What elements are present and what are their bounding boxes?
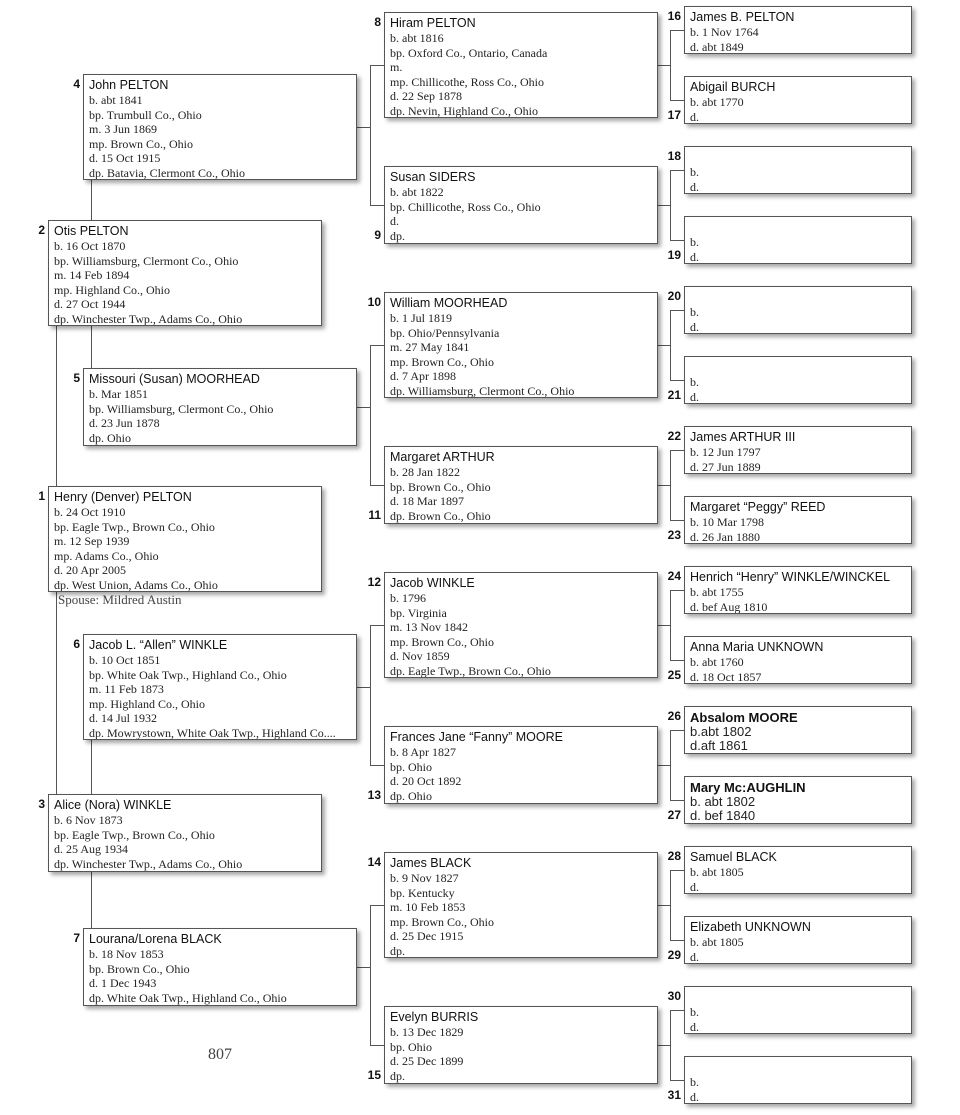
person-detail: dp. West Union, Adams Co., Ohio: [54, 577, 218, 592]
person-detail: b. 18 Nov 1853: [89, 947, 164, 961]
connector-line: [670, 800, 684, 801]
connector-line: [670, 30, 684, 31]
connector-line: [658, 625, 670, 626]
person-number: 22: [667, 429, 681, 443]
person-detail: b. 9 Nov 1827: [390, 871, 459, 885]
person-detail: mp. Brown Co., Ohio: [390, 634, 495, 649]
person-detail: mp. Chillicothe, Ross Co., Ohio: [390, 74, 545, 89]
connector-line: [670, 450, 684, 451]
person-detail: dp. Eagle Twp., Brown Co., Ohio: [390, 663, 551, 678]
person-detail: d. 15 Oct 1915: [89, 151, 161, 165]
person-number: 19: [667, 248, 681, 262]
person-name: Margaret “Peggy” REED: [690, 500, 826, 514]
person-name: Absalom MOORE: [690, 710, 798, 725]
person-detail: bp. Eagle Twp., Brown Co., Ohio: [54, 827, 215, 842]
person-name: [690, 1060, 907, 1075]
person-detail: mp. Highland Co., Ohio: [54, 282, 170, 297]
person-detail: b. abt 1805: [690, 935, 744, 949]
person-number: 6: [73, 637, 80, 651]
person-detail: d.: [390, 214, 399, 228]
person-name: Jacob L. “Allen” WINKLE: [89, 638, 228, 652]
person-box-18: [684, 146, 912, 194]
person-box-7: [83, 928, 357, 1006]
person-box-11: [384, 446, 658, 524]
connector-line: [670, 660, 684, 661]
person-detail: d.: [690, 389, 699, 404]
person-box-28: [684, 846, 912, 894]
person-number: 25: [667, 668, 681, 682]
person-detail: bp. Brown Co., Ohio: [390, 479, 491, 494]
connector-line: [658, 205, 670, 206]
person-detail: bp. Oxford Co., Ontario, Canada: [390, 45, 548, 60]
person-box-29: [684, 916, 912, 964]
connector-line: [670, 870, 671, 940]
connector-line: [357, 967, 371, 968]
connector-line: [370, 345, 384, 346]
connector-line: [670, 310, 671, 380]
person-detail: d. 25 Aug 1934: [54, 842, 129, 856]
person-detail: b. abt 1755: [690, 585, 744, 599]
person-detail: b. abt 1802: [690, 795, 756, 809]
person-box-14: [384, 852, 658, 958]
person-detail: d. 18 Oct 1857: [690, 669, 762, 684]
connector-line: [670, 170, 671, 240]
person-detail: d.: [690, 249, 699, 264]
person-detail: bp. White Oak Twp., Highland Co., Ohio: [89, 667, 287, 682]
person-name: [690, 990, 907, 1005]
person-name: [690, 290, 907, 305]
person-detail: b. 10 Oct 1851: [89, 653, 161, 667]
person-detail: b. abt 1841: [89, 93, 143, 107]
person-detail: mp. Brown Co., Ohio: [390, 914, 495, 929]
person-number: 17: [667, 108, 681, 122]
person-detail: bp. Virginia: [390, 605, 447, 620]
connector-line: [370, 1045, 384, 1046]
person-name: John PELTON: [89, 78, 169, 92]
person-box-22: [684, 426, 912, 474]
person-detail: m. 10 Feb 1853: [390, 900, 466, 914]
person-detail: m. 27 May 1841: [390, 340, 470, 354]
person-detail: d.: [690, 109, 699, 124]
person-detail: b. 12 Jun 1797: [690, 445, 761, 459]
person-detail: d. 18 Mar 1897: [390, 494, 464, 508]
person-detail: bp. Kentucky: [390, 885, 455, 900]
person-box-12: [384, 572, 658, 678]
connector-line: [658, 765, 670, 766]
person-detail: dp. White Oak Twp., Highland Co., Ohio: [89, 990, 287, 1005]
person-detail: d. 27 Oct 1944: [54, 297, 126, 311]
person-detail: d. 1 Dec 1943: [89, 976, 157, 990]
person-box-26: [684, 706, 912, 754]
person-number: 11: [368, 508, 381, 522]
person-detail: b. 28 Jan 1822: [390, 465, 460, 479]
person-detail: d. 25 Dec 1899: [390, 1054, 464, 1068]
connector-line: [56, 592, 57, 794]
person-box-27: [684, 776, 912, 824]
connector-line: [370, 905, 384, 906]
person-detail: d.: [690, 949, 699, 964]
person-name: Elizabeth UNKNOWN: [690, 920, 811, 934]
person-detail: dp.: [390, 943, 405, 958]
person-number: 12: [367, 575, 381, 589]
connector-line: [370, 65, 384, 66]
person-box-24: [684, 566, 912, 614]
connector-line: [370, 625, 371, 765]
person-number: 29: [667, 948, 681, 962]
connector-line: [670, 730, 671, 800]
person-name: James ARTHUR III: [690, 430, 796, 444]
person-number: 30: [667, 989, 681, 1003]
person-detail: mp. Brown Co., Ohio: [390, 354, 495, 369]
person-name: James BLACK: [390, 856, 472, 870]
person-detail: bp. Trumbull Co., Ohio: [89, 107, 202, 122]
person-number: 21: [667, 388, 681, 402]
connector-line: [370, 345, 371, 485]
person-detail: d. 7 Apr 1898: [390, 369, 456, 383]
person-detail: bp. Eagle Twp., Brown Co., Ohio: [54, 519, 215, 534]
person-name: Evelyn BURRIS: [390, 1010, 479, 1024]
person-box-6: [83, 634, 357, 740]
person-detail: d.: [690, 1089, 699, 1104]
connector-line: [370, 765, 384, 766]
person-detail: d. abt 1849: [690, 39, 744, 54]
person-detail: mp. Adams Co., Ohio: [54, 548, 159, 563]
connector-line: [658, 485, 670, 486]
person-detail: dp.: [390, 228, 405, 243]
person-detail: m. 12 Sep 1939: [54, 534, 130, 548]
connector-line: [370, 65, 371, 205]
person-number: 14: [367, 855, 381, 869]
person-detail: b.: [690, 165, 699, 179]
person-detail: b.: [690, 305, 699, 319]
person-name: Anna Maria UNKNOWN: [690, 640, 824, 654]
person-detail: b. 16 Oct 1870: [54, 239, 126, 253]
person-detail: b. abt 1760: [690, 655, 744, 669]
connector-line: [670, 590, 684, 591]
connector-line: [370, 625, 384, 626]
connector-line: [670, 1010, 684, 1011]
person-detail: b. 8 Apr 1827: [390, 745, 456, 759]
person-number: 13: [367, 788, 381, 802]
person-detail: m. 3 Jun 1869: [89, 122, 158, 136]
person-box-10: [384, 292, 658, 398]
person-name: [690, 220, 907, 235]
connector-line: [357, 127, 371, 128]
connector-line: [670, 940, 684, 941]
person-detail: bp. Brown Co., Ohio: [89, 961, 190, 976]
person-box-19: [684, 216, 912, 264]
connector-line: [670, 170, 684, 171]
person-detail: d. 23 Jun 1878: [89, 416, 160, 430]
person-detail: b.: [690, 375, 699, 389]
person-name: Henry (Denver) PELTON: [54, 490, 192, 504]
connector-line: [56, 326, 57, 486]
person-detail: dp. Mowrystown, White Oak Twp., Highland Co....: [89, 725, 336, 740]
person-detail: d.: [690, 319, 699, 334]
person-detail: dp.: [390, 1068, 405, 1083]
person-number: 20: [667, 289, 681, 303]
spouse-note: Spouse: Mildred Austin: [58, 592, 182, 607]
person-number: 28: [667, 849, 681, 863]
person-name: Hiram PELTON: [390, 16, 476, 30]
connector-line: [658, 65, 670, 66]
connector-line: [670, 310, 684, 311]
person-detail: d.: [690, 179, 699, 194]
person-detail: d.aft 1861: [690, 739, 748, 753]
person-name: Abigail BURCH: [690, 80, 776, 94]
person-detail: m. 13 Nov 1842: [390, 620, 468, 634]
person-number: 16: [667, 9, 681, 23]
person-number: 9: [374, 228, 381, 242]
person-number: 10: [367, 295, 381, 309]
person-box-8: [384, 12, 658, 118]
person-detail: b. 1 Nov 1764: [690, 25, 759, 39]
person-name: [690, 150, 907, 165]
person-detail: dp. Brown Co., Ohio: [390, 508, 491, 523]
connector-line: [670, 450, 671, 520]
connector-line: [91, 180, 92, 220]
connector-line: [670, 30, 671, 100]
person-box-4: [83, 74, 357, 180]
connector-line: [370, 205, 384, 206]
person-detail: dp. Ohio: [89, 430, 131, 445]
person-number: 27: [667, 808, 681, 822]
person-name: Frances Jane “Fanny” MOORE: [390, 730, 563, 744]
person-box-1: [48, 486, 322, 592]
person-number: 8: [374, 15, 381, 29]
person-detail: b. abt 1816: [390, 31, 444, 45]
person-number: 5: [73, 371, 80, 385]
person-box-30: [684, 986, 912, 1034]
person-detail: m.: [390, 60, 403, 74]
page-number: 807: [208, 1046, 232, 1063]
person-box-21: [684, 356, 912, 404]
person-detail: b.: [690, 1075, 699, 1089]
person-box-5: [83, 368, 357, 446]
person-number: 3: [38, 797, 45, 811]
person-detail: d.: [690, 879, 699, 894]
person-detail: dp. Batavia, Clermont Co., Ohio: [89, 165, 245, 180]
connector-line: [658, 905, 670, 906]
person-number: 2: [38, 223, 45, 237]
person-name: Mary Mc:AUGHLIN: [690, 780, 806, 795]
connector-line: [670, 240, 684, 241]
person-number: 7: [73, 931, 80, 945]
person-detail: b. Mar 1851: [89, 387, 148, 401]
person-number: 18: [667, 149, 681, 163]
person-detail: bp. Ohio/Pennsylvania: [390, 325, 500, 340]
person-name: Samuel BLACK: [690, 850, 777, 864]
person-name: Alice (Nora) WINKLE: [54, 798, 172, 812]
connector-line: [370, 905, 371, 1045]
connector-line: [91, 872, 92, 928]
connector-line: [670, 590, 671, 660]
person-detail: d. 14 Jul 1932: [89, 711, 158, 725]
person-detail: mp. Brown Co., Ohio: [89, 136, 194, 151]
connector-line: [670, 100, 684, 101]
person-detail: b. abt 1822: [390, 185, 444, 199]
person-box-9: [384, 166, 658, 244]
person-number: 15: [367, 1068, 381, 1082]
person-detail: d.: [690, 1019, 699, 1034]
connector-line: [91, 326, 92, 368]
person-box-17: [684, 76, 912, 124]
person-name: Missouri (Susan) MOORHEAD: [89, 372, 260, 386]
person-detail: b.: [690, 235, 699, 249]
person-detail: d. 22 Sep 1878: [390, 89, 462, 103]
person-number: 23: [667, 528, 681, 542]
person-detail: dp. Nevin, Highland Co., Ohio: [390, 103, 538, 118]
person-box-15: [384, 1006, 658, 1084]
person-name: Susan SIDERS: [390, 170, 476, 184]
person-number: 4: [73, 77, 80, 91]
person-detail: b. 6 Nov 1873: [54, 813, 123, 827]
person-detail: dp. Williamsburg, Clermont Co., Ohio: [390, 383, 575, 398]
person-box-16: [684, 6, 912, 54]
connector-line: [91, 740, 92, 794]
person-box-20: [684, 286, 912, 334]
person-detail: d. bef 1840: [690, 809, 756, 823]
connector-line: [670, 1010, 671, 1080]
person-box-3: [48, 794, 322, 872]
person-name: Otis PELTON: [54, 224, 129, 238]
person-name: Henrich “Henry” WINKLE/WINCKEL: [690, 570, 891, 584]
person-number: 31: [667, 1088, 681, 1102]
person-detail: b. 1796: [390, 591, 426, 605]
person-detail: b. 24 Oct 1910: [54, 505, 126, 519]
connector-line: [658, 345, 670, 346]
person-detail: bp. Williamsburg, Clermont Co., Ohio: [89, 401, 274, 416]
connector-line: [670, 870, 684, 871]
person-detail: d. Nov 1859: [390, 649, 450, 663]
person-number: 1: [38, 489, 45, 503]
person-name: Lourana/Lorena BLACK: [89, 932, 222, 946]
person-detail: dp. Winchester Twp., Adams Co., Ohio: [54, 311, 243, 326]
person-box-31: [684, 1056, 912, 1104]
person-number: 24: [667, 569, 681, 583]
connector-line: [357, 407, 371, 408]
person-box-2: [48, 220, 322, 326]
person-detail: bp. Ohio: [390, 759, 432, 774]
person-detail: b.abt 1802: [690, 725, 752, 739]
person-detail: b. 10 Mar 1798: [690, 515, 764, 529]
person-detail: d. bef Aug 1810: [690, 599, 768, 614]
person-detail: d. 25 Dec 1915: [390, 929, 464, 943]
person-name: [690, 360, 907, 375]
person-name: Jacob WINKLE: [390, 576, 475, 590]
connector-line: [370, 485, 384, 486]
person-name: William MOORHEAD: [390, 296, 508, 310]
person-detail: b.: [690, 1005, 699, 1019]
person-name: Margaret ARTHUR: [390, 450, 495, 464]
person-detail: bp. Chillicothe, Ross Co., Ohio: [390, 199, 541, 214]
person-detail: m. 14 Feb 1894: [54, 268, 130, 282]
person-detail: b. abt 1805: [690, 865, 744, 879]
person-name: James B. PELTON: [690, 10, 795, 24]
person-detail: d. 20 Apr 2005: [54, 563, 126, 577]
person-detail: mp. Highland Co., Ohio: [89, 696, 205, 711]
connector-line: [357, 687, 371, 688]
person-detail: b. abt 1770: [690, 95, 744, 109]
person-detail: d. 20 Oct 1892: [390, 774, 462, 788]
person-detail: b. 1 Jul 1819: [390, 311, 453, 325]
person-detail: dp. Winchester Twp., Adams Co., Ohio: [54, 856, 243, 871]
connector-line: [670, 730, 684, 731]
person-box-23: [684, 496, 912, 544]
person-detail: bp. Williamsburg, Clermont Co., Ohio: [54, 253, 239, 268]
person-box-13: [384, 726, 658, 804]
person-number: 26: [667, 709, 681, 723]
connector-line: [670, 520, 684, 521]
person-detail: bp. Ohio: [390, 1039, 432, 1054]
connector-line: [670, 1080, 684, 1081]
person-detail: m. 11 Feb 1873: [89, 682, 164, 696]
connector-line: [670, 380, 684, 381]
person-detail: dp. Ohio: [390, 788, 432, 803]
person-detail: b. 13 Dec 1829: [390, 1025, 464, 1039]
person-detail: d. 26 Jan 1880: [690, 529, 760, 544]
connector-line: [658, 1045, 670, 1046]
person-detail: d. 27 Jun 1889: [690, 459, 761, 474]
person-box-25: [684, 636, 912, 684]
